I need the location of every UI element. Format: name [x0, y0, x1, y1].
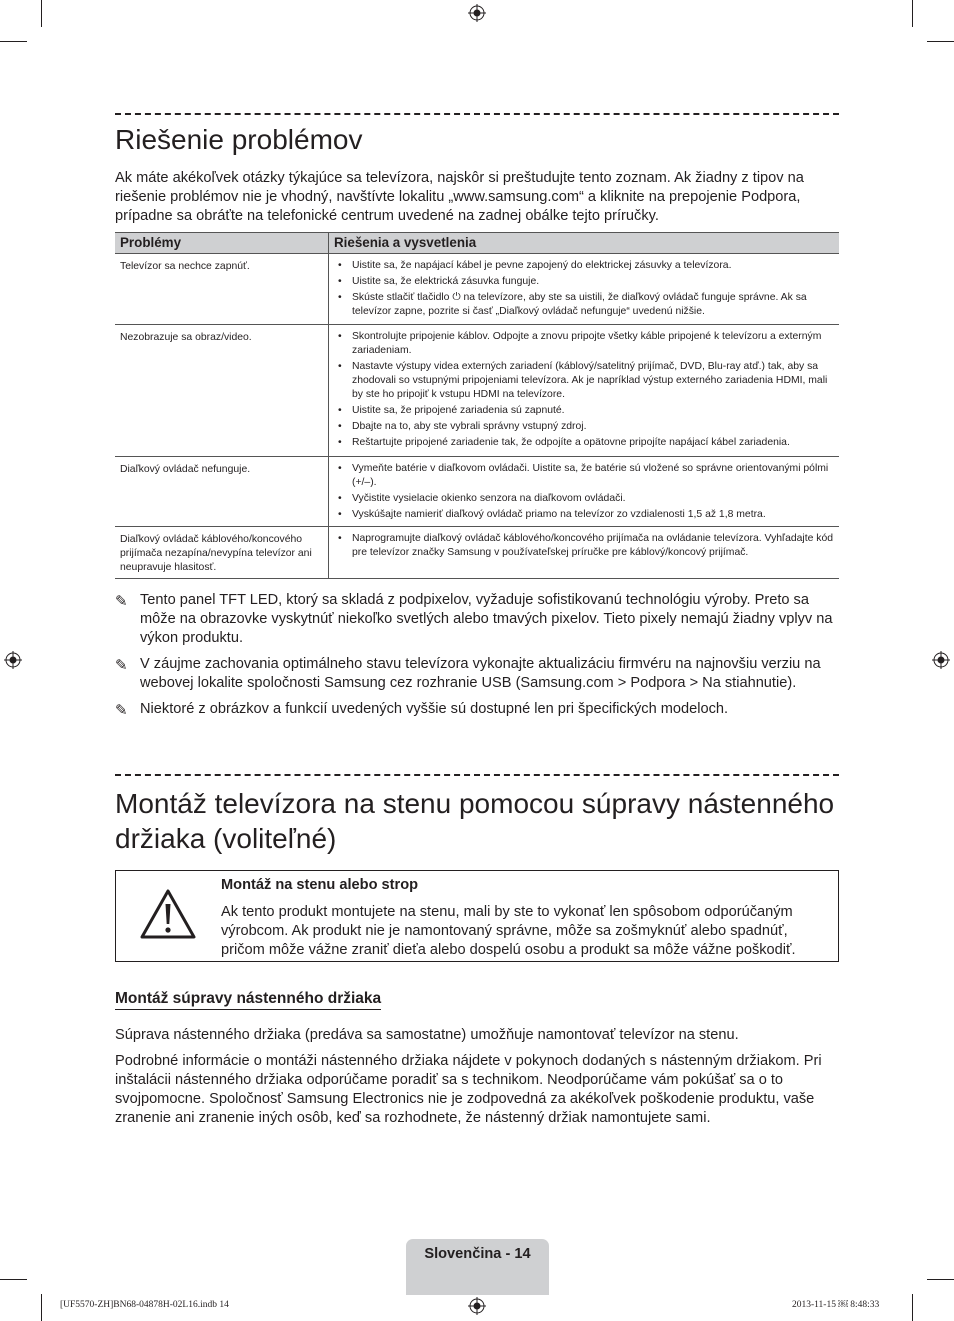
solutions-cell: [328, 457, 839, 526]
table-header: [115, 232, 839, 254]
solution-item: • Uistite sa, že pripojené zariadenia sú zapnuté.: [335, 404, 839, 418]
note-item: [115, 700, 839, 719]
section-title-wall-mount: [115, 786, 834, 856]
title-line: Montáž televízora na stenu pomocou súpravy nástenného: [115, 788, 835, 819]
solution-item: • Vymeňte batérie v diaľkovom ovládači. Uistite sa, že batérie sú vložené so správne orientovanými pólmi (+/–).: [335, 462, 839, 490]
crop-mark: [912, 1294, 913, 1321]
problem-cell: Diaľkový ovládač káblového/koncového prijímača nezapína/nevypína televízor ani neupravuje hlasitosť.: [120, 534, 312, 573]
warning-text: Ak tento produkt montujete na stenu, mali by ste to vykonať len spôsobom odporúčaným výrobcom. Ak produkt nie je namontovaný správne, môže sa zošmyknúť alebo spadnúť, pričom môže vážne zraniť dieťa alebo dospelú osobu a produkt sa môže vážne poškodiť.: [221, 904, 796, 958]
pencil-note-icon: ✎: [115, 702, 128, 719]
troubleshooting-table: [115, 232, 839, 579]
table-row: [115, 457, 839, 527]
table-row: [115, 527, 839, 579]
pencil-note-icon: ✎: [115, 657, 128, 674]
print-slug-left: [UF5570-ZH]BN68-04878H-02L16.indb 14: [60, 1300, 229, 1310]
note-text: Tento panel TFT LED, ktorý sa skladá z podpixelov, vyžaduje sofistikovanú technológiu výroby. Preto sa môže na obrazovke vyskytnúť niekoľko svetlých alebo tmavých pixelov. Tieto pixely nemajú žiadny vplyv na výkon produktu.: [140, 592, 833, 646]
crop-mark: [41, 0, 42, 27]
problem-cell: Televízor sa nechce zapnúť.: [120, 261, 250, 272]
crop-mark: [41, 1294, 42, 1321]
registration-mark-icon: [4, 651, 22, 669]
note-item: [115, 591, 839, 648]
warning-triangle-icon: [139, 888, 197, 940]
section-title-troubleshooting: Riešenie problémov: [115, 124, 363, 155]
crop-mark: [927, 1279, 954, 1280]
pencil-note-icon: ✎: [115, 593, 128, 610]
section-divider: [115, 774, 839, 776]
page-label: Slovenčina - 14: [424, 1246, 531, 1262]
notes-list: [115, 591, 839, 726]
paragraph: Súprava nástenného držiaka (predáva sa samostatne) umožňuje namontovať televízor na stenu.: [115, 1027, 739, 1043]
title-line: držiaka (voliteľné): [115, 823, 337, 854]
crop-mark: [912, 0, 913, 27]
note-text: Niektoré z obrázkov a funkcií uvedených vyššie sú dostupné len pri špecifických modeloch.: [140, 701, 729, 717]
crop-mark: [927, 41, 954, 42]
section-divider: [115, 113, 839, 115]
table-row: [115, 325, 839, 457]
paragraph: Podrobné informácie o montáži nástenného držiaka nájdete v pokynoch dodaných s nástenným držiakom. Pri inštalácii nástenného držiaka odporúčame poradiť sa s technikom. Neodporúčame vám pokúšať sa o to svojpomocne. Spoločnosť Samsung Electronics nie je zodpovedná za akékoľvek poškodenie produktu, vaše zranenie ani zranenie iných osôb, keď sa rozhodnete, že nástenný držiak namontujete sami.: [115, 1053, 822, 1126]
column-header-solutions: Riešenia a vysvetlenia: [328, 233, 839, 253]
note-text: V záujme zachovania optimálneho stavu televízora vykonajte aktualizáciu firmvéru na najnovšiu verziu na webovej lokalite spoločnosti Samsung cez rozhranie USB (Samsung.com > Podpora > Na stiahnutie).: [140, 656, 821, 691]
solutions-cell: [328, 527, 839, 578]
page-number-tab: [406, 1239, 549, 1295]
registration-mark-icon: [468, 1297, 486, 1315]
print-slug-right: 2013-11-15 ￼ 8:48:33: [792, 1300, 880, 1310]
solution-item: • Uistite sa, že napájací kábel je pevne zapojený do elektrickej zásuvky a televízora.: [335, 259, 839, 273]
crop-mark: [0, 1279, 27, 1280]
solution-item: • Skontrolujte pripojenie káblov. Odpojte a znovu pripojte všetky káble pripojené k televízoru a externým zariadeniam.: [335, 330, 839, 358]
solution-item: • Vyskúšajte namieriť diaľkový ovládač priamo na televízor zo vzdialenosti 1,5 až 1,8 metra.: [335, 508, 839, 522]
solutions-cell: [328, 325, 839, 456]
warning-title: Montáž na stenu alebo strop: [221, 877, 419, 893]
warning-box: [115, 870, 839, 962]
solutions-cell: [328, 254, 839, 324]
registration-mark-icon: [932, 651, 950, 669]
solution-item: • Naprogramujte diaľkový ovládač káblového/koncového prijímača na ovládanie televízora. Vyhľadajte kód pre televízor značky Samsung v používateľskej príručke pre káblový/koncový prijímač.: [335, 532, 839, 560]
solution-item: • Uistite sa, že elektrická zásuvka funguje.: [335, 275, 839, 289]
subheading-wall-mount-kit: Montáž súpravy nástenného držiaka: [115, 990, 381, 1010]
crop-mark: [0, 41, 27, 42]
solution-item: • Vyčistite vysielacie okienko senzora na diaľkovom ovládači.: [335, 492, 839, 506]
registration-mark-icon: [468, 4, 486, 22]
intro-paragraph: Ak máte akékoľvek otázky týkajúce sa televízora, najskôr si preštudujte tento zoznam. Ak žiadny z tipov na riešenie problémov nie je vhodný, navštívte lokalitu „www.samsung.com“ a kliknite na prepojenie Podpora, prípadne sa obráťte na telefonické centrum uvedené na zadnej obálke tejto príručky.: [115, 170, 804, 224]
solution-item: • Reštartujte pripojené zariadenie tak, že odpojíte a opätovne pripojíte napájací kábel zariadenia.: [335, 436, 839, 450]
solution-item: • Dbajte na to, aby ste vybrali správny vstupný zdroj.: [335, 420, 839, 434]
column-header-problems: Problémy: [120, 235, 182, 250]
note-item: [115, 655, 839, 693]
solution-item: • Skúste stlačiť tlačidlo ⏻ na televízore, aby ste sa uistili, že diaľkový ovládač funguje správne. Ak sa televízor zapne, pozrite si časť „Diaľkový ovládač nefunguje“ uvedenú nižšie.: [335, 291, 839, 319]
solution-item: • Nastavte výstupy videa externých zariadení (káblový/satelitný prijímač, DVD, Blu-ray atď.) tak, aby sa zhodovali so vstupnými pripojeniami televízora. Ak je napríklad výstup externého zariadenia HDMI, mali by ste ho pripojiť k vstupu HDMI na televízore.: [335, 360, 839, 402]
problem-cell: Nezobrazuje sa obraz/video.: [120, 332, 252, 343]
problem-cell: Diaľkový ovládač nefunguje.: [120, 464, 251, 475]
table-row: [115, 254, 839, 325]
